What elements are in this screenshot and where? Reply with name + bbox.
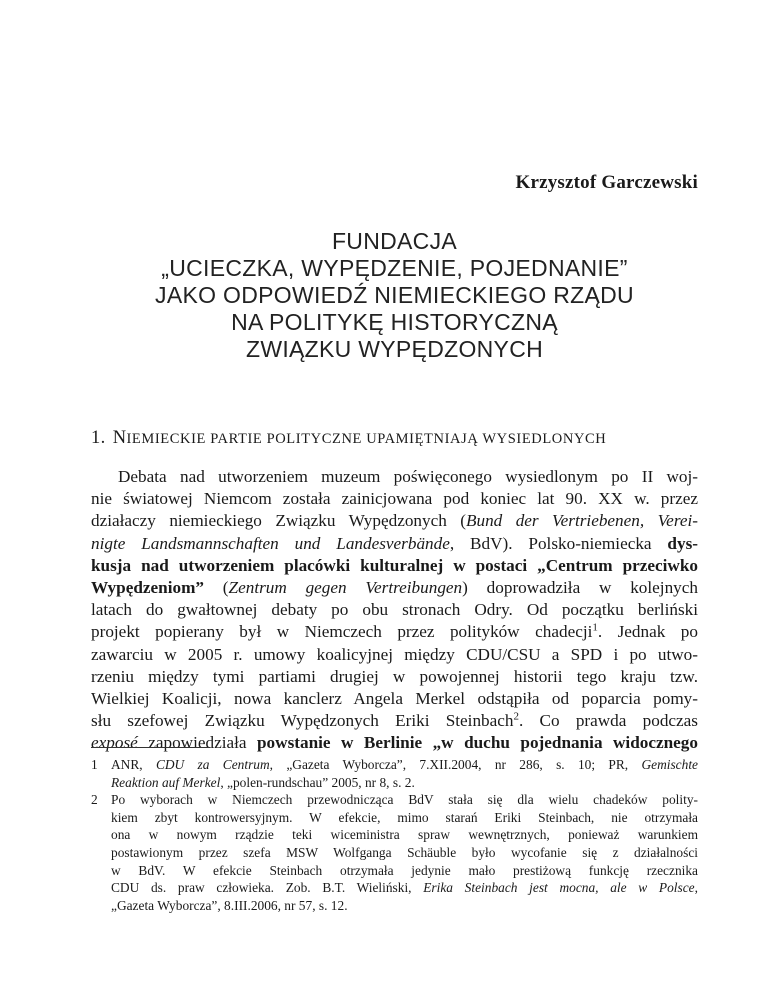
text: Debata nad utworzeniem muzeum poświęconego wysiedlonym po II woj-	[118, 467, 698, 486]
body-line	[91, 621, 698, 643]
text: (	[204, 577, 229, 597]
footnote-line	[111, 826, 698, 844]
body-line	[91, 577, 698, 599]
text: zapowiedziała	[137, 733, 257, 753]
section-number: 1.	[91, 428, 106, 448]
footnote-divider	[91, 747, 210, 748]
body-line	[91, 710, 698, 732]
footnote-line	[111, 897, 698, 915]
bold-text: powstanie w Berlinie „w duchu pojednania widocznego	[257, 733, 698, 753]
footnote-ref[interactable]: 2	[513, 710, 519, 723]
bold-text: Wypędzeniom”	[91, 577, 204, 597]
bold-text: kusja nad utworzeniem placówki kulturalnej w postaci „Centrum przeciwko	[91, 555, 698, 575]
body-line	[91, 666, 698, 688]
footnote-ref[interactable]: 1	[592, 621, 598, 634]
title-line: NA POLITYKĘ HISTORYCZNĄ	[231, 309, 558, 335]
text: ona w nowym rządzie teki wiceministra spraw wewnętrznych, ponieważ warunkiem	[111, 827, 698, 843]
footnote-2	[91, 791, 698, 914]
document-page	[91, 0, 698, 994]
text: Po wyborach w Niemczech przewodnicząca BdV stała się dla wielu chadeków polity-	[111, 792, 698, 808]
footnote-line	[111, 809, 698, 827]
text: ,	[694, 880, 698, 896]
body-line	[91, 555, 698, 577]
text: , „Gazeta Wyborcza”, 7.XII.2004, nr 286, s. 10; PR,	[269, 757, 642, 772]
title-line: ZWIĄZKU WYPĘDZONYCH	[245, 336, 544, 362]
text: słu szefowej Związku Wypędzonych Eriki Steinbach	[91, 711, 514, 731]
author-name: Krzysztof Garczewski	[515, 172, 698, 193]
footnote-line	[111, 844, 698, 862]
body-line	[91, 688, 698, 710]
footnote-number: 2	[91, 792, 98, 808]
italic-text: Gemischte	[641, 757, 698, 772]
article-title	[91, 228, 698, 363]
body-line	[91, 599, 698, 621]
text: rzeniu między tymi partiami drugiej w powojennej historii tego kraju tzw.	[91, 666, 698, 686]
footnote-number: 1	[91, 757, 98, 772]
text: postawionym przez szefa MSW Wolfganga Schäuble było wycofanie się z działalności	[111, 844, 698, 860]
text: CDU ds. praw człowieka. Zob. B.T. Wieliński,	[111, 880, 424, 896]
title-line: „UCIECZKA, WYPĘDZENIE, POJEDNANIE”	[161, 255, 628, 281]
italic-text: Bund der Vertriebenen, Verei-	[465, 511, 698, 531]
footnotes	[91, 756, 698, 914]
text: . Jednak po	[597, 622, 698, 642]
title-line: JAKO ODPOWIEDŹ NIEMIECKIEGO RZĄDU	[155, 282, 634, 308]
text: w BdV. W efekcie Steinbach otrzymała jedynie mało prestiżową funkcję rzecznika	[111, 862, 698, 878]
bold-text: dys-	[667, 533, 698, 553]
text: „Gazeta Wyborcza”, 8.III.2006, nr 57, s. 12.	[111, 897, 348, 913]
text: ) doprowadziła w kolejnych	[462, 577, 698, 597]
italic-text: Zentrum gegen Vertreibungen	[228, 577, 463, 597]
section-heading	[91, 428, 606, 449]
italic-text: Erika Steinbach jest mocna, ale w Polsce	[423, 880, 695, 896]
text: Wielkiej Koalicji, nowa kanclerz Angela Merkel odstąpiła od poparcia pomy-	[91, 688, 698, 708]
footnote-line	[111, 774, 698, 792]
body-line	[91, 466, 698, 488]
text: projekt popierany był w Niemczech przez polityków chadecji	[91, 622, 593, 642]
italic-text: nigte Landsmannschaften und Landesverbände	[91, 533, 450, 553]
title-line: FUNDACJA	[331, 228, 458, 254]
footnote-1	[91, 756, 698, 791]
text: nie światowej Niemcom została zainicjowana pod koniec lat 90. XX w. przez	[91, 489, 698, 509]
body-text	[91, 466, 698, 754]
body-line	[91, 510, 698, 532]
section-title: IEMIECKIE PARTIE POLITYCZNE UPAMIĘTNIAJĄ WYSIEDLONYCH	[126, 431, 607, 447]
italic-text: Reaktion auf Merkel	[111, 774, 221, 790]
text: , „polen-rundschau” 2005, nr 8, s. 2.	[220, 774, 415, 790]
footnote-line	[111, 862, 698, 880]
text: działaczy niemieckiego Związku Wypędzonych (	[91, 511, 466, 531]
text: , BdV). Polsko-niemiecka	[449, 533, 668, 553]
section-initial: N	[112, 428, 127, 448]
footnote-line	[111, 879, 698, 897]
italic-text: exposé	[91, 733, 138, 753]
body-line	[91, 533, 698, 555]
italic-text: CDU za Centrum	[155, 757, 270, 772]
body-line	[91, 644, 698, 666]
text: ANR,	[111, 757, 156, 772]
text: . Co prawda podczas	[519, 711, 698, 731]
body-line	[91, 732, 698, 754]
footnote-line	[111, 756, 698, 774]
text: zawarciu w 2005 r. umowy koalicyjnej między CDU/CSU a SPD i po utwo-	[91, 644, 698, 664]
footnote-line	[111, 791, 698, 809]
text: kiem zbyt kontrowersyjnym. W efekcie, mimo starań Eriki Steinbach, nie otrzymała	[111, 809, 698, 825]
text: latach do gwałtownej debaty po obu stronach Odry. Od początku berliński	[91, 600, 698, 620]
body-line	[91, 488, 698, 510]
